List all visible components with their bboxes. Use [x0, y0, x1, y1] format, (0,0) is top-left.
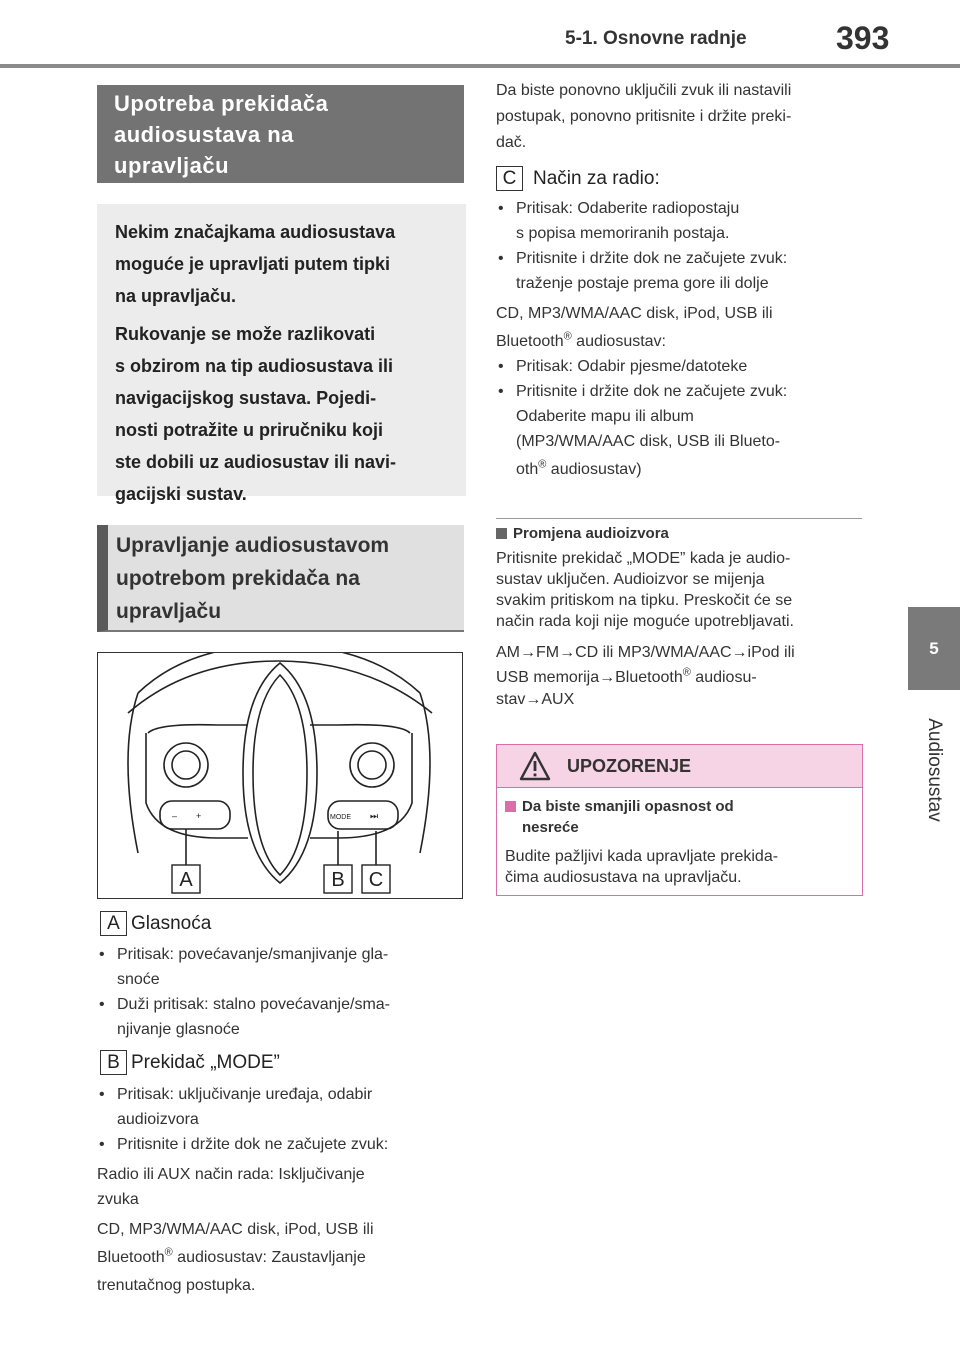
registered-mark: ®	[538, 458, 547, 471]
heading-line: upotrebom prekidača na	[116, 567, 360, 590]
text-line: CD, MP3/WMA/AAC disk, iPod, USB ili	[496, 305, 773, 322]
item-c-title: Način za radio:	[533, 167, 660, 189]
bullet	[97, 942, 467, 992]
text-line: stav→AUX	[496, 691, 575, 708]
item-b-title: Prekidač „MODE”	[131, 1051, 280, 1073]
text-line: moguće je upravljati putem tipki	[115, 254, 391, 274]
text-line: nesreće	[522, 819, 579, 836]
bullet	[97, 992, 467, 1042]
text-line: traženje postaje prema gore ili dolje	[516, 275, 769, 292]
text-line: trenutačnog postupka.	[97, 1277, 256, 1294]
warning-text	[505, 846, 852, 888]
text-line: s obzirom na tip audiosustava ili	[115, 356, 394, 376]
text-line: svakim pritiskom na tipku. Preskočit će se	[496, 592, 793, 609]
item-c-heading	[496, 166, 660, 191]
text-line: • Pritisak: Odaberite radiopostaju	[516, 200, 740, 217]
item-b-text	[97, 1082, 467, 1298]
item-a-title: Glasnoća	[131, 912, 212, 934]
warning-box	[496, 744, 863, 896]
steering-wheel-drawing	[98, 653, 462, 898]
text-line: Odaberite mapu ili album	[516, 408, 694, 425]
registered-mark: ®	[682, 666, 691, 679]
text-fragment: audiosustav:	[571, 333, 666, 350]
text-line: na upravljaču.	[115, 286, 237, 306]
heading-line: Upotreba prekidača	[114, 91, 329, 116]
text-line: s popisa memoriranih postaja.	[516, 225, 730, 242]
text-line: Rukovanje se može razlikovati	[115, 324, 376, 344]
heading-line: audiosustava na	[114, 122, 294, 147]
text-line: audioizvora	[117, 1111, 199, 1128]
text-line: (MP3/WMA/AAC disk, USB ili Blueto-	[516, 433, 781, 450]
text-line: dač.	[496, 134, 527, 151]
warning-body	[497, 788, 862, 888]
heading-steering-controls	[97, 525, 464, 632]
text-line: • Pritisak: povećavanje/smanjivanje gla-	[117, 946, 389, 963]
text-line	[516, 457, 866, 482]
text-line: Budite pažljivi kada upravljate prekida-	[505, 848, 779, 865]
text-line: navigacijskog sustava. Pojedi-	[115, 388, 377, 408]
text-line: Da biste ponovno uključili zvuk ili nastavili	[496, 82, 792, 99]
chapter-number-tab: 5	[908, 607, 960, 690]
section-title: 5-1. Osnovne radnje	[565, 28, 747, 49]
heading-line: upravljaču	[114, 153, 230, 178]
text-line: zvuka	[97, 1191, 139, 1208]
source-text	[496, 548, 866, 710]
letter-c-box: C	[496, 166, 523, 191]
callout-c	[362, 865, 390, 893]
section-divider	[496, 518, 862, 519]
chapter-label: Audiosustav	[924, 718, 946, 822]
letter-a-box: A	[100, 911, 127, 936]
item-b-heading	[100, 1050, 280, 1075]
registered-mark: ®	[563, 330, 572, 343]
text-line: AM→FM→CD ili MP3/WMA/AAC→iPod ili	[496, 644, 795, 661]
track-next-icon: ⏭	[370, 812, 379, 822]
text-line: • Pritisnite i držite dok ne začujete zvuk:	[117, 1136, 389, 1153]
heading-line: upravljaču	[116, 600, 222, 623]
text-line: Nekim značajkama audiosustava	[115, 222, 396, 242]
bullet	[97, 1132, 467, 1157]
text-line: • Pritisak: Odabir pjesme/datoteke	[516, 358, 748, 375]
volume-plus-label: +	[196, 811, 202, 821]
item-c-text	[496, 196, 866, 482]
text-line: • Duži pritisak: stalno povećavanje/sma-	[117, 996, 391, 1013]
item-a-text	[97, 942, 467, 1042]
text-line: nosti potražite u priručniku koji	[115, 420, 384, 440]
text-fragment: Bluetooth	[496, 333, 564, 350]
warning-title: UPOZORENJE	[567, 756, 692, 776]
chapter-label-tab	[908, 700, 960, 840]
callout-c-letter: C	[368, 869, 384, 891]
page-number: 393	[836, 20, 890, 56]
text-line: Radio ili AUX način rada: Isključivanje	[97, 1166, 365, 1183]
registered-mark: ®	[164, 1246, 173, 1259]
source-heading	[496, 525, 669, 542]
item-a-heading	[100, 911, 211, 936]
bullet	[496, 379, 866, 482]
letter-b-box: B	[100, 1050, 127, 1075]
mode-button-label: MODE	[330, 814, 351, 821]
callout-b-letter: B	[331, 869, 345, 891]
text-fragment: USB memorija→Bluetooth	[496, 669, 683, 686]
text-line: snoće	[117, 971, 160, 988]
bullet	[496, 196, 866, 246]
text-line: način rada koji nije moguće upotrebljavati.	[496, 613, 794, 630]
square-bullet-icon	[496, 528, 507, 539]
right-intro	[496, 78, 866, 156]
text-line	[496, 329, 866, 354]
text-line: • Pritisnite i držite dok ne začujete zvuk:	[516, 250, 788, 267]
text-line: CD, MP3/WMA/AAC disk, iPod, USB ili	[97, 1221, 374, 1238]
text-line: • Pritisak: uključivanje uređaja, odabir	[117, 1086, 373, 1103]
volume-minus-label: –	[172, 811, 178, 821]
source-title: Promjena audioizvora	[513, 525, 669, 542]
warning-triangle-icon	[519, 751, 551, 781]
bullet	[496, 354, 866, 379]
callout-b	[324, 865, 352, 893]
text-line: ste dobili uz audiosustav ili navi-	[115, 452, 397, 472]
text-line: gacijski sustav.	[115, 484, 247, 504]
warning-subtitle	[505, 796, 852, 838]
text-fragment: Bluetooth	[97, 1249, 165, 1266]
text-line: Pritisnite prekidač „MODE” kada je audio-	[496, 550, 791, 567]
text-line: čima audiosustava na upravljaču.	[505, 869, 742, 886]
intro-box	[97, 204, 466, 504]
heading-line: Upravljanje audiosustavom	[116, 534, 390, 557]
heading-usage-switches	[97, 85, 464, 183]
text-fragment: audiosu-	[690, 669, 757, 686]
text-line: postupak, ponovno pritisnite i držite preki-	[496, 108, 792, 125]
steering-wheel-illustration	[97, 652, 463, 899]
callout-a	[172, 865, 200, 893]
text-fragment: oth	[516, 461, 539, 478]
bullet	[496, 246, 866, 296]
text-line	[496, 665, 866, 690]
text-line: • Pritisnite i držite dok ne začujete zvuk:	[516, 383, 788, 400]
callout-a-letter: A	[179, 869, 193, 891]
bullet	[97, 1082, 467, 1132]
text-fragment: audiosustav)	[546, 461, 642, 478]
text-line	[97, 1245, 467, 1270]
text-line: sustav uključen. Audioizvor se mijenja	[496, 571, 765, 588]
text-fragment: audiosustav: Zaustavljanje	[172, 1249, 366, 1266]
text-line: Da biste smanjili opasnost od	[522, 798, 734, 815]
square-bullet-icon	[505, 801, 516, 812]
header-rule	[0, 64, 960, 68]
text-line: njivanje glasnoće	[117, 1021, 240, 1038]
warning-header	[497, 745, 862, 788]
